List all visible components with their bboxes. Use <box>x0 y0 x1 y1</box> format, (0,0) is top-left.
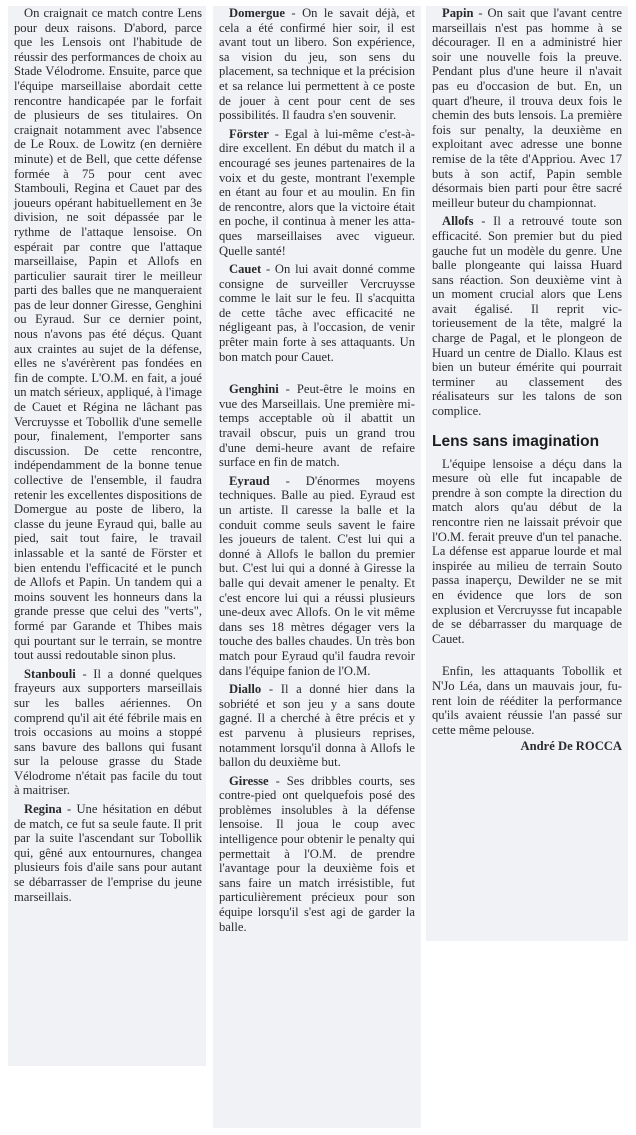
player-name: Förster <box>229 126 269 141</box>
player-name: Eyraud <box>229 473 270 488</box>
player-text: - Il a donné hier dans la sobriété et son jeu y a sans doute gagné. Il a cherché à être précis et y est parvenu à plusieurs reprises, notamment lorsqu'il donna à Allofs le ballon du deuxième but. <box>219 682 415 770</box>
intro-paragraph: On craignait ce match contre Lens pour deux raisons. D'abord, parce que les Lensois ont l'habitude de réussir des performances de choix au Stade Vélodrome. Ensuite, parce que l'équipe marseillaise abordait cette rencontre handicapée par le forfait de plusieurs de ses titulaires. On craignait notamment avec l'absence de Le Roux. de Lowitz (en dernière minute) et de Bell, que cette défense formée à 75 pour cent avec Stambouli, Regina et Cauet par des joueurs opérant habituellement en 3e division, ne soit dépassée par le rythme de l'attaque lensoise. On espérait par contre que l'attaque marseillaise, Papin et Allofs en particulier saurait tirer le meilleur parti des balles que ne manqueraient pas de leur donner Giresse, Genghini ou Eyraud. Sur ce dernier point, nous n'avons pas été déçus. Quant aux craintes au sujet de la défense, elles ne s'avérèrent pas fondées en fin de compte. L'O.M. en fait, a joué un match sérieux, appliqué, à l'image de Cauet et Régina ne lâchant pas Vercruysse et Tobollik d'une semelle pour, finalement, l'emporter sans discussion. De cette rencontre, indépendamment de la bonne tenue collective de l'ensemble, il faudra retenir les excellentes dispositions de Domergue au poste de libero, la classe du jeune Eyraud qui, balle au pied, sait tout faire, le travail inlassable et la santé de Förster et bien entendu l'efficacité et le punch de Allofs et Papin. Un tandem qui a moins souvent les honneurs dans la grande presse que celui des "verts", formé par Garande et Thibes mais qui pourtant sur le terrain, se montre tout aussi redoutable sinon plus. <box>14 6 202 663</box>
lens-paragraph: L'équipe lensoise a déçu dans la mesure où elle fut incapable de prendre à son compte la direction du match alors qu'au début de la rencontre rien ne laissait prévoir que l'O.M. ferait preuve d'un tel panache. La défense est apparue lourde et mal inspirée au milieu de terrain Souto passa inaperçu, Dewilder ne se mit en évidence que lors de son explusion et Vercruysse fut incapable de se débarrasser du marquage de Cauet. <box>432 456 622 646</box>
player-name: Giresse <box>229 773 269 788</box>
player-paragraph-eyraud <box>219 474 415 678</box>
player-text: - Il a retrouvé toute son efficacité. Son premier but du pied gauche fut un modèle du genre. Une balle plongeante qui laissa Huard sans réaction. Son deuxième vint à un moment crucial alors que Lens avait égalisé. Il reprit victorieusement de la tête, malgré la charge de Pagal, et le plongeon de Huard un centre de Diallo. Klaus est bien un buteur émérite qui pourrait terminer au classement des réalisateurs sur les talons de son complice. <box>432 214 622 419</box>
spacer <box>219 364 415 382</box>
article-column-2 <box>213 6 421 1128</box>
player-text: - Il a donné quelques frayeurs aux supporters marseillais sur les balles aériennes. On comprend qu'il ait été fébrile mais en trois occasions au moins a stoppé sans bavure des ballons qui fusant sur la pelouse grasse du Stade Vélodrome n'était pas facile du tout à maitriser. <box>14 666 202 798</box>
player-paragraph-stanbouli <box>14 667 202 798</box>
player-text: - Egal à lui-même c'est-à-dire excellent. En début du match il a encouragé ses jeunes partenaires de la voix et du geste, montrant l'exemple en étant au four et au moulin. En fin de rencontre, alors que la victoire était en poche, il continua à mener les attaques marseillaises avec vigueur. Quelle santé! <box>219 126 415 258</box>
player-text: - Peut-être le moins en vue des Marseillais. Une première mi-temps acceptable où il abattit un travail obscur, puis un grand trou d'une demi-heure avant de refaire surface en fin de match. <box>219 382 415 470</box>
player-paragraph-cauet <box>219 262 415 364</box>
player-paragraph-regina <box>14 802 202 904</box>
spacer <box>432 646 622 664</box>
player-text: - Ses dribbles courts, ses contre-pied ont quelquefois posé des problèmes insolubles à la défense lensoise. Il joua le coup avec intelligence pour obtenir le penalty qui permettait à l'O.M. de prendre l'avantage pour la deuxième fois et sans faire un match irrésistible, fut particulièrement précieux pour son équipe lorsqu'il s'est agi de garder la balle. <box>219 773 415 934</box>
player-paragraph-diallo <box>219 682 415 770</box>
player-name: Genghini <box>229 382 279 397</box>
player-text: - On lui avait donné comme consigne de surveiller Vercruysse comme le lait sur le feu. Il s'acquitta de cette tâche avec efficacité ne négligeant pas, à l'occasion, de venir prêter main forte à ses attaquants. Un bon match pour Cauet. <box>219 262 415 364</box>
player-name: Regina <box>24 802 62 817</box>
player-name: Diallo <box>229 682 262 697</box>
article-column-3 <box>426 6 628 941</box>
player-paragraph-papin <box>432 6 622 210</box>
player-paragraph-domergue <box>219 6 415 123</box>
player-text: - Une hésitation en début de match, ce fut sa seule faute. Il prit par la suite l'ascendant sur Tobollik qui, gêné aux entournures, changea plusieurs fois d'aile sans pour autant se débarrasser de l'emprise du jeune marseillais. <box>14 802 202 904</box>
player-paragraph-giresse <box>219 774 415 935</box>
player-name: Cauet <box>229 262 262 277</box>
author-signature: André De ROCCA <box>520 739 622 754</box>
player-name: Papin <box>442 6 474 20</box>
player-text: - On le savait déjà, et cela a été confirmé hier soir, il est avant tout un libero. Son expérience, sa vision du jeu, son sens du placement, sa technique et la précision et sa relance lui permettent à ce poste de jouer à cent pour cent de ses possibilités. Il faudra s'en souvenir. <box>219 6 415 123</box>
player-text: - On sait que l'avant centre marseillais n'est pas homme à se décourager. Il en a administré hier soir une nouvelle fois la preuve. Pendant plus d'une heure il n'avait pas eu d'occasion de but. En, un quart d'heure, il trouva deux fois le chemin des buts lensois. La première fois sur penalty, la deuxième en exploitant avec adresse une bonne remise de la tête d'Appriou. Avec 17 buts à son actif, Papin semble désormais bien parti pour être sacré meilleur buteur du championnat. <box>432 6 622 210</box>
player-text: - D'énormes moyens techniques. Balle au pied. Eyraud est un artiste. Il caresse la balle et la conduit comme seuls savent le faire les joueurs de talent. C'est lui qui a donné à Allofs le ballon du premier but. C'est lui qui a donné à Giresse la balle qui devait amener le penalty. Et c'est encore lui qui a réussi plusieurs une-deux avec Allofs. On le vit même dans ses 18 mètres dégager vers la touche des balles chaudes. Un très bon match pour Eyraud qu'il faudra revoir dans l'équipe fanion de l'O.M. <box>219 473 415 678</box>
player-paragraph-allofs <box>432 214 622 418</box>
player-paragraph-genghini <box>219 382 415 470</box>
player-name: Stanbouli <box>24 666 76 681</box>
player-paragraph-forster <box>219 127 415 258</box>
player-name: Domergue <box>229 6 285 20</box>
player-name: Allofs <box>442 214 474 229</box>
article-column-1 <box>8 6 206 1066</box>
section-headline: Lens sans imagination <box>432 432 600 450</box>
lens-paragraph: Enfin, les attaquants Tobollik et N'Jo Léa, dans un mauvais jour, furent loin de rééditer la performance qu'ils avaient réussie l'an passé sur cette même pelouse. <box>432 664 622 737</box>
